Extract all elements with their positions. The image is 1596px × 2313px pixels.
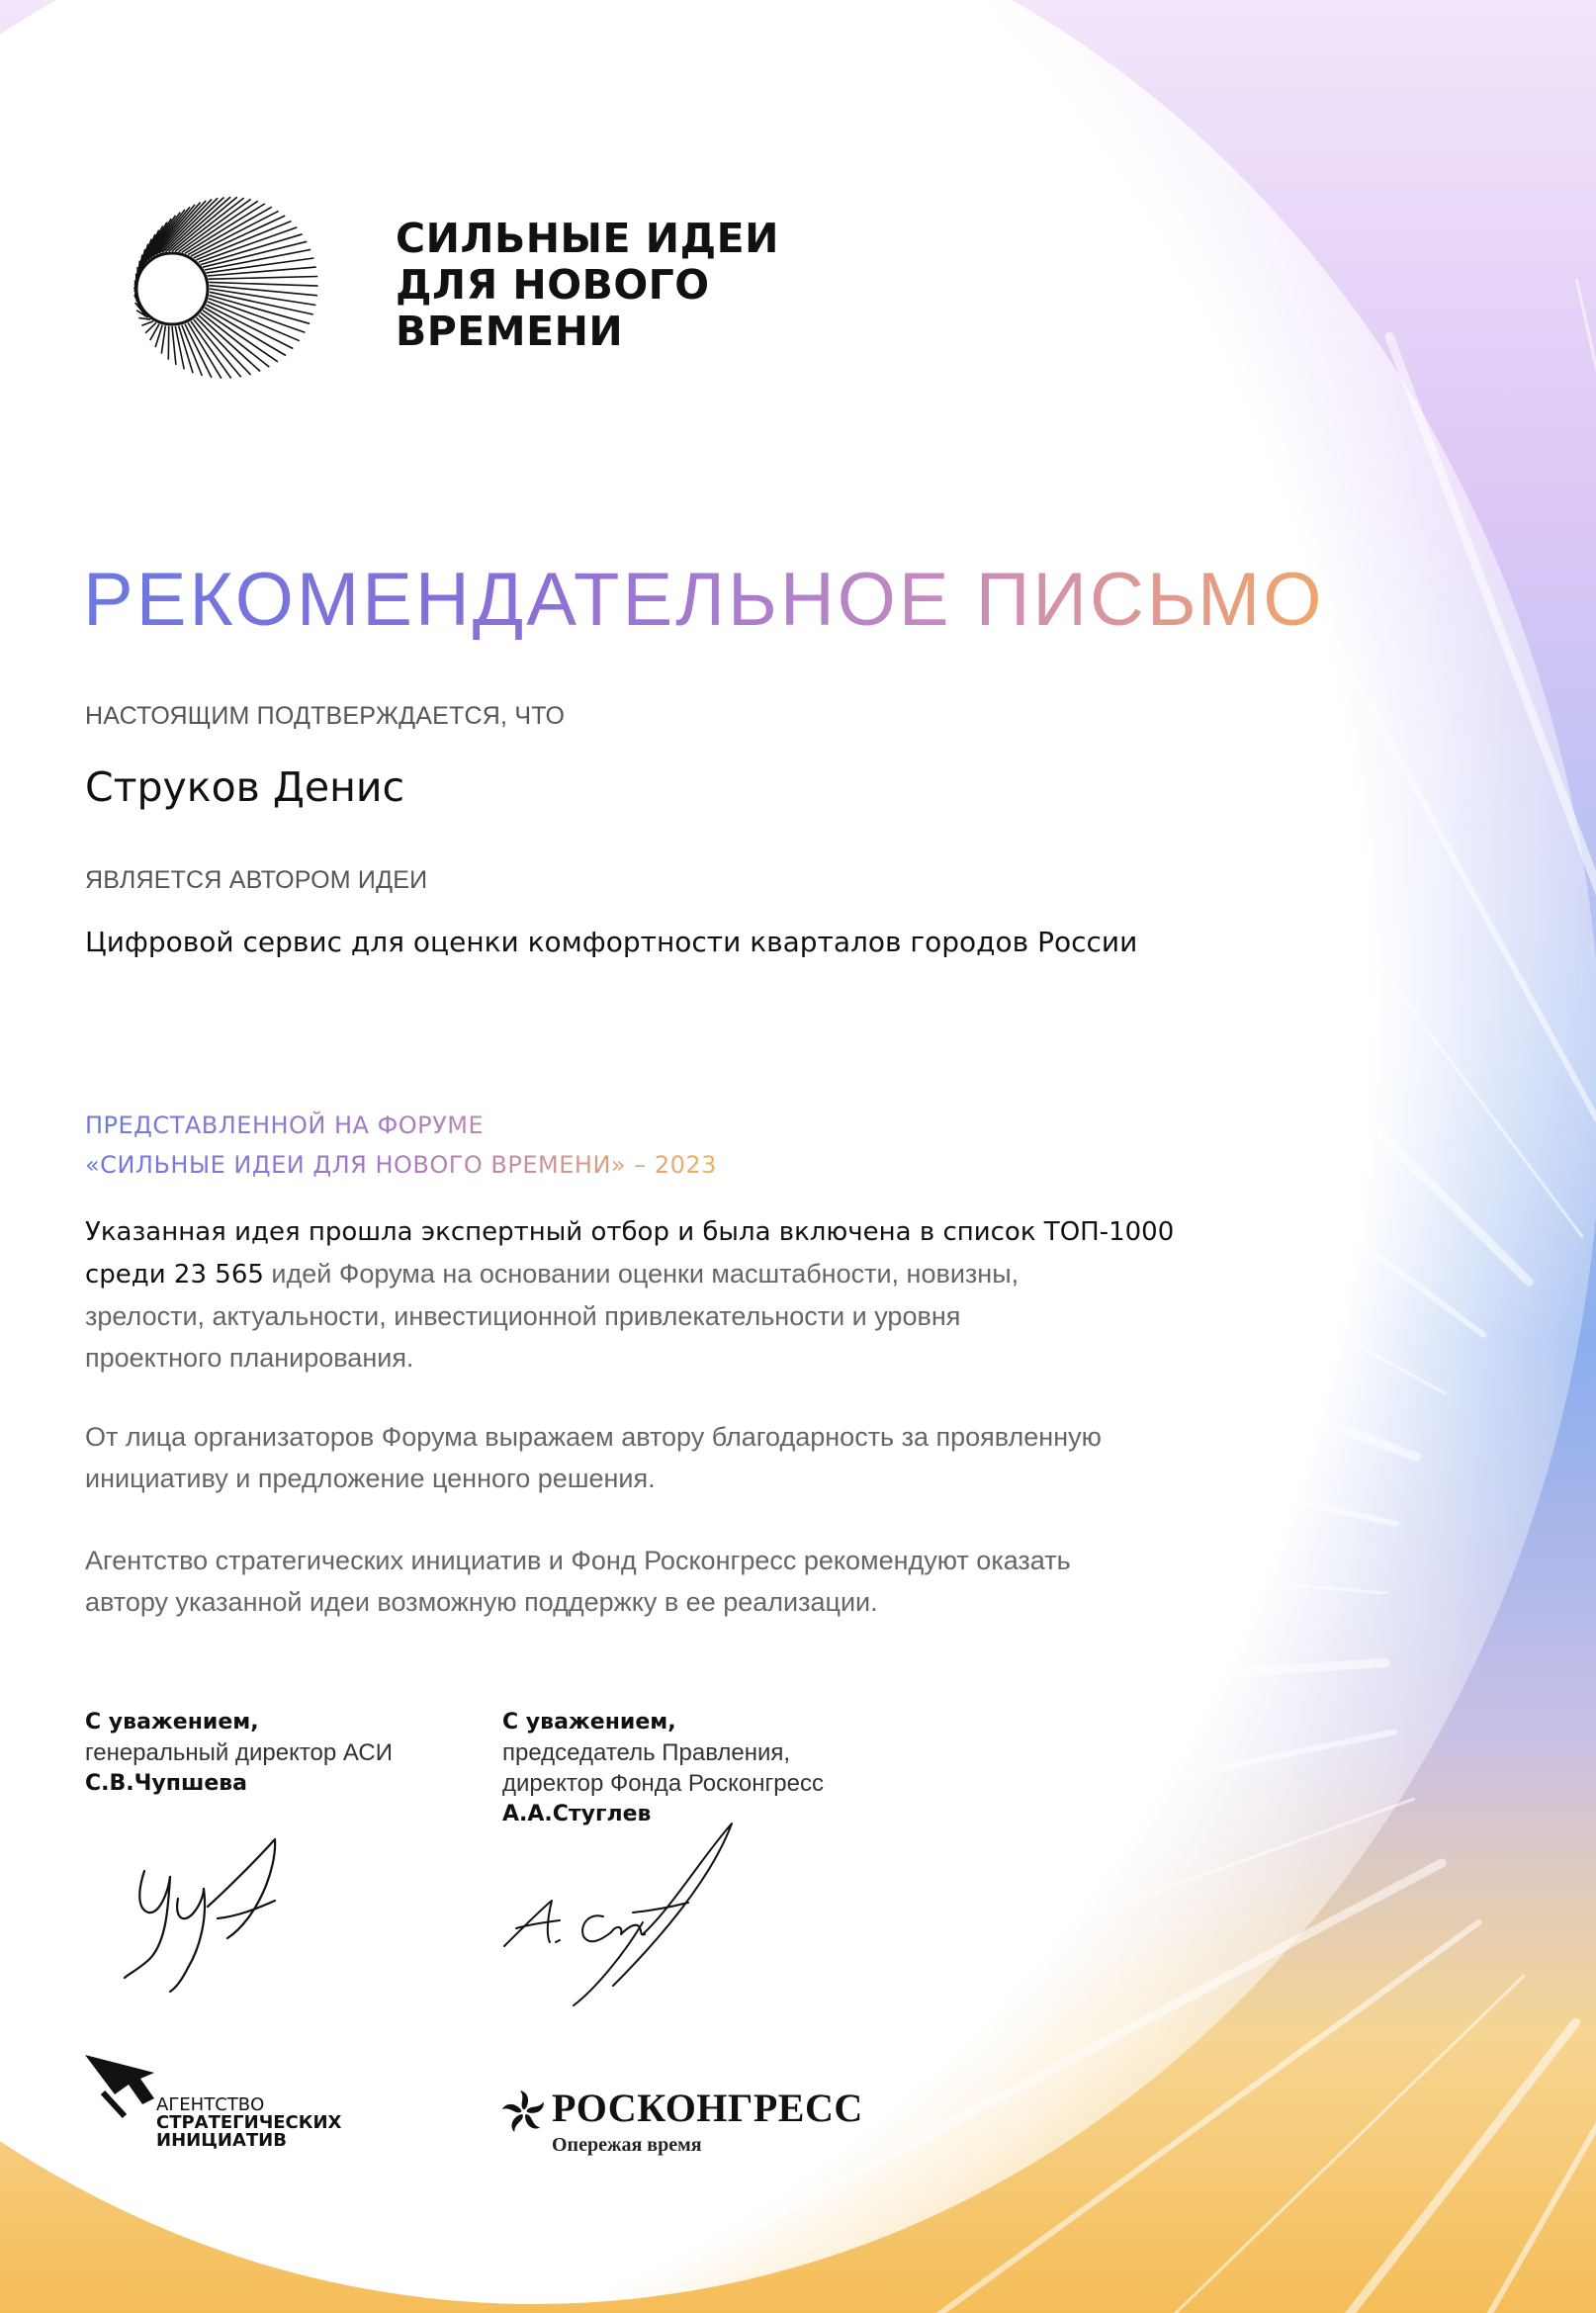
asi-line: АГЕНТСТВО — [156, 2094, 265, 2115]
paragraph-strong: Указанная идея прошла экспертный отбор и была включена в список ТОП-1000 — [85, 1217, 1175, 1247]
burst-ray — [141, 321, 153, 325]
signatory-name: А.А.Стуглев — [502, 1802, 652, 1826]
burst-ray — [138, 318, 150, 320]
paragraph-text: идей Форума на основании оценки масштабности, новизны, — [263, 1259, 1020, 1289]
brand-title-line: ВРЕМЕНИ — [396, 308, 624, 355]
burst-ray — [209, 299, 306, 332]
paragraph-recommendation — [85, 1540, 1212, 1623]
burst-ray — [209, 277, 318, 280]
idea-title: Цифровой сервис для оценки комфортности кварталов городов России — [85, 926, 1138, 958]
burst-ray — [210, 292, 313, 314]
signature-chupsheva — [109, 1829, 297, 1998]
recipient-name: Струков Денис — [85, 763, 405, 811]
paragraph-text: проектного планирования. — [85, 1343, 414, 1373]
signatory-role: председатель Правления, — [502, 1739, 791, 1766]
paragraph-strong: среди 23 565 — [85, 1260, 264, 1290]
burst-ray — [161, 325, 165, 353]
paragraph-text: Агентство стратегических инициатив и Фонд Росконгресс рекомендуют оказать — [85, 1546, 1071, 1575]
burst-ray — [208, 267, 316, 276]
paragraph-text: От лица организаторов Форума выражаем автору благодарность за проявленную — [85, 1422, 1102, 1452]
burst-ray — [172, 326, 176, 365]
burst-ray — [206, 258, 313, 273]
asi-line: СТРАТЕГИЧЕСКИХ — [156, 2112, 342, 2133]
burst-ray — [209, 282, 317, 286]
forum-line: ПРЕДСТАВЛЕННОЙ НА ФОРУМЕ — [85, 1112, 485, 1139]
asi-line: ИНИЦИАТИВ — [156, 2130, 287, 2151]
signatory-greeting: С уважением, — [502, 1710, 676, 1735]
signatory-roscongress — [502, 1707, 824, 1829]
burst-ray — [196, 222, 291, 260]
roscongress-wordmark: РОСКОНГРЕСС — [552, 2086, 863, 2130]
paragraph-text: инициативу и предложение ценного решения. — [85, 1464, 656, 1493]
brand-title-line: ДЛЯ НОВОГО — [396, 261, 710, 309]
radial-burst-icon — [85, 138, 342, 396]
paragraph-gratitude — [85, 1416, 1212, 1499]
roscongress-flower-icon — [500, 2089, 548, 2136]
confirm-label: НАСТОЯЩИМ ПОДТВЕРЖДАЕТСЯ, ЧТО — [85, 702, 566, 730]
author-label: ЯВЛЯЕТСЯ АВТОРОМ ИДЕИ — [85, 866, 428, 894]
signatory-role: директор Фонда Росконгресс — [502, 1770, 824, 1797]
roscongress-tagline: Опережая время — [552, 2134, 702, 2156]
brand-title-line: СИЛЬНЫЕ ИДЕИ — [396, 215, 779, 262]
document-title: РЕКОМЕНДАТЕЛЬНОЕ ПИСЬМО — [83, 556, 1324, 645]
asi-wordmark — [156, 2096, 341, 2150]
signature-stuglev — [494, 1818, 752, 2015]
paragraph-text: автору указанной идеи возможную поддержку в ее реализации. — [85, 1587, 878, 1617]
signatory-asi — [85, 1707, 393, 1799]
forum-caption — [85, 1106, 717, 1185]
paragraph-text: зрелости, актуальности, инвестиционной привлекательности и уровня — [85, 1301, 961, 1331]
signatory-greeting: С уважением, — [85, 1710, 259, 1735]
signatory-name: С.В.Чупшева — [85, 1771, 248, 1796]
brand-title — [396, 216, 779, 355]
burst-ray — [175, 326, 184, 370]
forum-line: «СИЛЬНЫЕ ИДЕИ ДЛЯ НОВОГО ВРЕМЕНИ» – 2023 — [85, 1151, 717, 1179]
signatory-role: генеральный директор АСИ — [85, 1739, 393, 1766]
burst-ray — [205, 249, 310, 270]
paragraph-selection — [85, 1210, 1212, 1379]
